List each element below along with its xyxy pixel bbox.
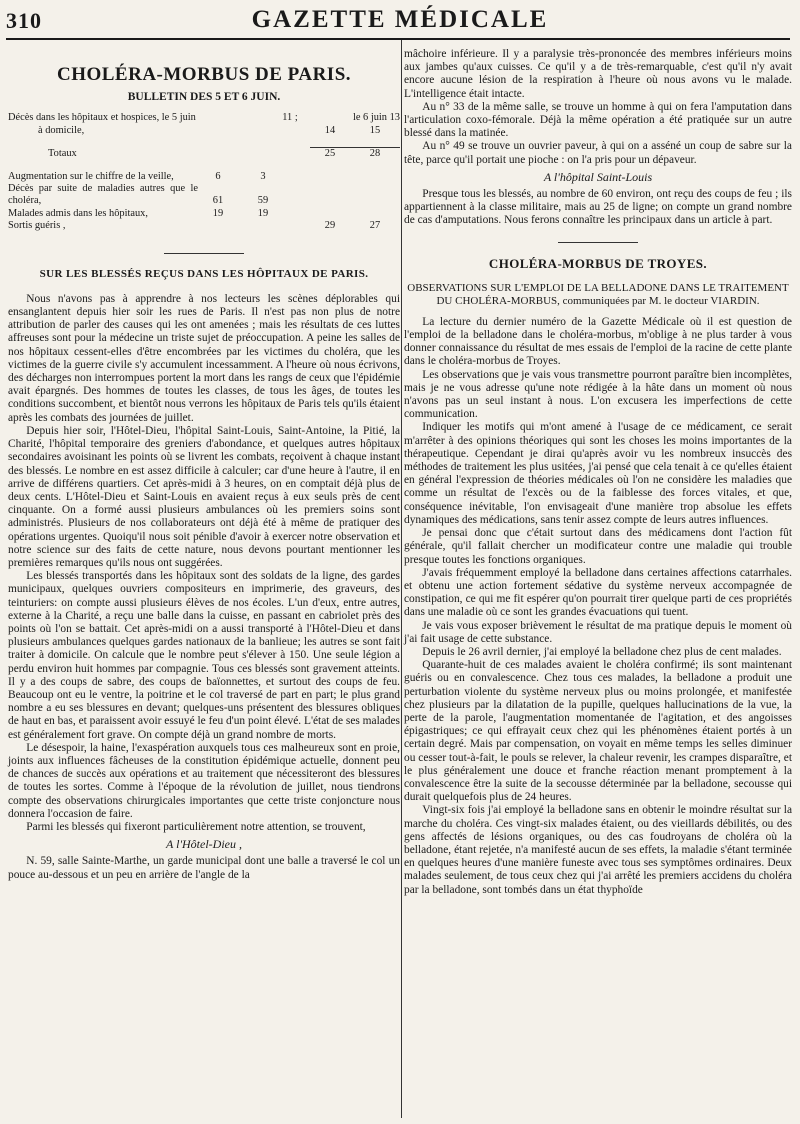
bulletin-row: Totaux 25 28 [8, 147, 400, 160]
header-rule [6, 38, 790, 40]
paragraph: Parmi les blessés qui fixeront particulièrement notre attention, se trouvent, [26, 820, 366, 833]
bulletin-row: Augmentation sur le chiffre de la veille, 6 3 [8, 170, 266, 182]
paragraph: Quarante-huit de ces malades avaient le choléra confirmé; ils sont maintenant guéris ou en convalescence. Chez tous ces malades, la belladone a produit une perturbation violente du système nerveux plus ou moins prolongée, et manifestée chez plusieurs par la dilatation de la pupille, quelques hallucinations de la vue, la perte de la parole, l'augmentation momentanée de l'agitation, et des angoisses épigastriques; ce qui effrayait ceux chez qui les phénomènes étaient portés à un certain degré. Mais par compensation, on voyait en même temps les selles diminuer ou cesser tout-à-fait, le pouls se relever, la chaleur revenir, les crampes disparaître, et le plus généralement une douce et franche réaction menant promptement à la convalescence être la suite de la secousse déterminée par la belladone, secousse qui durait quelquefois plus de 24 heures. [404, 659, 792, 804]
paragraph: Indiquer les motifs qui m'ont amené à l'usage de ce médicament, ce serait m'arrêter à des opinions théoriques qui sont les choses les moins importantes de la thérapeutique. Cependant je dirai qu'après avoir vu les nombreux insuccès des méthodes de traitement les plus usitées, j'ai pensé que cela tenait à ce qu'elles étaient en général l'expression de théories médicales où l'on ne considère les maladies que comme un résultat de l'excès ou de la faiblesse des forces vitales, et que, conséquence inévitable, l'on envisageait d'une manière trop absolue les effets dynamiques des médications, sans tenir assez compte de leurs autres influences. [404, 421, 792, 526]
subhead-hotel-dieu: A l'Hôtel-Dieu , [166, 837, 242, 852]
subhead-saint-louis: A l'hôpital Saint-Louis [543, 169, 653, 184]
paragraph: J'avais fréquemment employé la belladone dans certaines affections catarrhales. et obtenu une action fortement sédative du système nerveux accompagnée de constipation, ce qui me fit espérer qu'on pourrait tirer quelque parti de ces propriétés dans une maladie où ce sont les grandes évacuations qui tuent. [404, 566, 792, 619]
paragraph: Je pensai donc que c'était surtout dans des médicamens dont l'action fût générale, qu'il fallait chercher un modificateur contre une maladie qui trouble presque toutes les fonctions organiques. [404, 527, 792, 566]
paragraph: Vingt-six fois j'ai employé la belladone sans en obtenir le moindre résultat sur la marche du choléra. Ces vingt-six malades étaient, ou des vieillards débilités, ou des gens affectés de lésions organiques, ou des cas foudroyans de choléra où la belladone, étant rejetée, n'a manifesté aucun de ses effets, la maladie s'étant terminée en quelques heures d'une manière funeste avec tous ses symptômes ordinaires. Deux malades seulement, de tous ceux chez qui j'ai arrêté les premiers accidens du choléra par la belladone, sont tombés dans un état thyphoïde [404, 804, 792, 896]
paragraph: Nous n'avons pas à apprendre à nos lecteurs les scènes déplorables qui ensanglantent depuis hier soir les rues de Paris. Il n'est pas non plus de notre attribution de parler des causes qui les ont amenées ; mais les résultats de ces luttes affreuses sont pour la médecine un triste sujet de préoccupation. A peine les salles de nos hôpitaux cessent-elles d'être encombrées par les victimes du choléra, que les victimes de la guerre civile s'y accumulent incessamment. A l'heure où nous écrivons, des décharges non interrompues portent la mort dans les rangs de ceux que l'épidémie avait épargnés. Des hommes de toutes les classes, de tous les âges, de toutes les conditions succombent, et bientôt nous verrons les hôpitaux de Paris tels qu'ils étaient après les combats des journées de juillet. [8, 292, 400, 424]
column-divider [401, 40, 402, 1118]
paragraph: Le désespoir, la haine, l'exaspération auxquels tous ces malheureux sont en proie, joints aux influences fâcheuses de la constitution épidémique actuelle, donnent peu de chances de succès aux opérations et au traitement que nécessiteront des blessures de toutes les sortes. Comme à l'époque de la révolution de juillet, nous tiendrons compte des observations chirurgicales importantes que cette triste conjoncture nous donnera l'occasion de faire. [8, 741, 400, 820]
bulletin-title: BULLETIN DES 5 ET 6 JUIN. [127, 91, 281, 104]
paragraph: Les blessés transportés dans les hôpitaux sont des soldats de la ligne, des gardes municipaux, quelques ouvriers compositeurs en imprimerie, des graveurs, des teinturiers: on compte aussi plusieurs élèves de nos écoles. L'un d'eux, entre autres, externe à la Charité, a reçu une balle dans la cuisse, en passant en cabriolet près des points où l'on se battait. Cet après-midi on a aussi transporté à l'Hôtel-Dieu et dans plusieurs ambulances quelques gardes nationaux de la banlieue; les autres se sont fait traiter à domicile. On calcule que le nombre peut s'élever à 150. Une seule légion a perdu environ huit hommes par compagnie. Tous ces blessés sont gravement atteints. Il y a des coups de sabre, des coups de baïonnettes, et surtout des coups de feu. Beaucoup ont eu le ventre, la poitrine et le col traversé de part en part; le plus grand nombre a eu ses blessures en devant; quelques-uns présentent des blessures obliques de haut en bas, et paraissent avoir essuyé le feu d'un point élevé. L'état de ses malades est généralement fort grave. On compte déjà un grand nombre de morts. [8, 570, 400, 741]
bulletin-row: Sortis guéris , 29 27 [8, 220, 381, 232]
paragraph: Depuis le 26 avril dernier, j'ai employé la belladone chez plus de cent malades. [422, 645, 782, 658]
paragraph: Depuis hier soir, l'Hôtel-Dieu, l'hôpital Saint-Louis, Saint-Antoine, la Pitié, la Charité, l'hôpital temporaire des greniers d'abondance, et quelques autres hôpitaux secondaires avoisinant les points où se livrent les combats, reçoivent à chaque instant des blessés. Le nombre en est assez difficile à calculer; car d'une heure à l'autre, il en arrive de différens quartiers. Cet après-midi à 3 heures, on en comptait déjà plus de deux cents. L'Hôtel-Dieu et Saint-Louis en avaient reçus à eux seuls près de cent cinquante. On a formé aussi plusieurs ambulances où les premiers soins sont administrés. Plusieurs de nos collaborateurs ont déjà été à même de pratiquer des opérations urgentes. Quoiqu'il nous soit pénible d'avoir à exercer notre observation et notre science sur des faits de cette nature, nous devons pourtant mentionner les premières remarques qu'ils nous ont suggérées. [8, 424, 400, 569]
paragraph: Les observations que je vais vous transmettre pourront paraître bien incomplètes, mais je ne vous adresse qu'une note rédigée à la hâte dans un moment où nous n'avons pas un seul instant à nous. L'on excusera les imperfections de cette communication. [404, 368, 793, 421]
paragraph: Au n° 33 de la même salle, se trouve un homme à qui on fera l'amputation dans l'articulation coxo-fémorale. Déjà la même opération a été pratiquée sur un autre blessé dans la matinée. [404, 100, 792, 140]
section-rule [164, 253, 244, 254]
paragraph: Je vais vous exposer brièvement le résultat de ma pratique depuis le moment où j'ai fait usage de cette substance. [404, 619, 792, 645]
paragraph: N. 59, salle Sainte-Marthe, un garde municipal dont une balle a traversé le col un pouce au-dessous et un peu en arrière de l'angle de la [8, 855, 400, 881]
section-rule [558, 242, 638, 243]
bulletin-row: à domicile, 14 15 [38, 124, 381, 136]
left-column [8, 48, 400, 882]
article-title-troyes: CHOLÉRA-MORBUS DE TROYES. [488, 255, 708, 271]
paragraph: La lecture du dernier numéro de la Gazette Médicale où il est question de l'emploi de la belladone dans le choléra-morbus, m'oblige à ne plus tarder à vous donner connaissance du résultat de mes essais de l'emploi de la racine de cette plante dans le choléra-morbus de Troyes. [404, 315, 792, 368]
paragraph: mâchoire inférieure. Il y a paralysie très-prononcée des membres inférieurs moins aux jambes qu'aux cuisses. Ce qu'il y a de très-remarquable, c'est qu'il n'y avait encore aucune lésion de la respiration à l'heure où nous avons vu le malade. L'intelligence était intacte. [404, 48, 792, 100]
article-heading-belladone: OBSERVATIONS SUR L'EMPLOI DE LA BELLADONE DANS LE TRAITEMENT DU CHOLÉRA-MORBUS, communiquées par M. le docteur VIARDIN. [407, 281, 789, 307]
masthead-title: GAZETTE MÉDICALE [251, 6, 549, 33]
paragraph: Au n° 49 se trouve un ouvrier paveur, à qui on a asséné un coup de sabre sur la tête, parce qu'il portait une pioche : on l'a pris pour un dépaveur. [404, 140, 792, 166]
section-title-blesses: SUR LES BLESSÉS REÇUS DANS LES HÔPITAUX DE PARIS. [39, 267, 369, 280]
bulletin-row: Malades admis dans les hôpitaux, 19 19 [8, 207, 269, 219]
bulletin-row: Décès dans les hôpitaux et hospices, le 5 juin 11 ; le 6 juin 13 [8, 112, 400, 124]
bulletin-row: Décès par suite de maladies autres que le choléra, 61 59 [8, 183, 269, 207]
article-title-paris: CHOLÉRA-MORBUS DE PARIS. [56, 64, 352, 85]
right-column [404, 48, 792, 897]
page-number: 310 [6, 8, 42, 33]
paragraph: Presque tous les blessés, au nombre de 60 environ, ont reçu des coups de feu ; ils appartiennent à la classe militaire, mais au 25 de ligne; on compte un grand nombre de cas d'amputations. Nous ferons connaître les principaux dans un article à part. [404, 188, 792, 227]
bulletin-table [8, 112, 400, 232]
